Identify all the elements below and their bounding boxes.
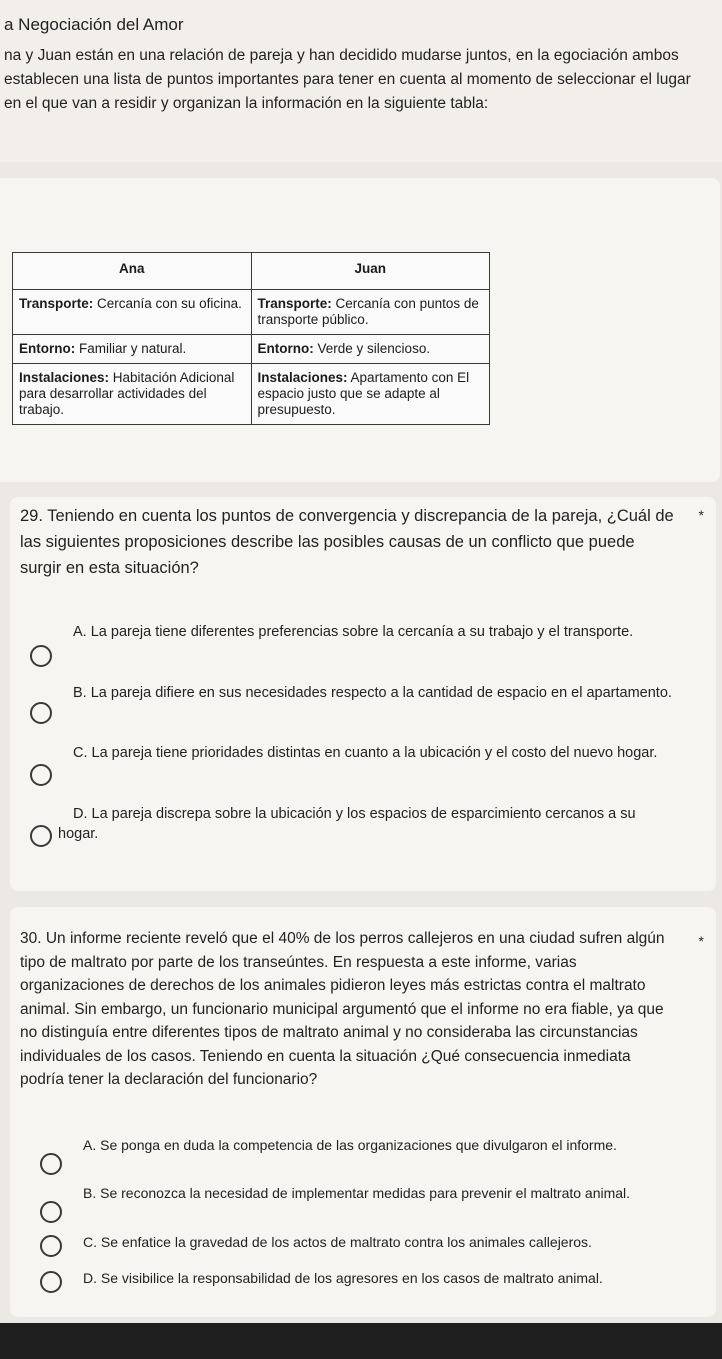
radio-button[interactable] bbox=[40, 1153, 62, 1175]
table-row bbox=[13, 290, 490, 335]
cell-text: Familiar y natural. bbox=[79, 341, 187, 356]
table-cell bbox=[251, 290, 490, 335]
cell-label: Instalaciones: bbox=[19, 370, 110, 385]
cell-text: Apartamento con El espacio justo que se adapte al presupuesto. bbox=[257, 370, 470, 417]
table-cell bbox=[13, 335, 252, 364]
table-cell bbox=[13, 364, 252, 425]
cell-label: Entorno: bbox=[19, 341, 76, 356]
radio-button[interactable] bbox=[30, 645, 52, 667]
cell-text: Cercanía con su oficina. bbox=[97, 296, 242, 311]
table-cell bbox=[251, 335, 490, 364]
option-label: B. Se reconozca la necesidad de implementar medidas para prevenir el maltrato animal. bbox=[83, 1185, 631, 1201]
cell-label: Transporte: bbox=[257, 296, 332, 311]
intro-section bbox=[0, 0, 722, 162]
radio-button[interactable] bbox=[40, 1201, 62, 1223]
bottom-bar bbox=[0, 1323, 722, 1359]
cell-label: Transporte: bbox=[19, 296, 94, 311]
column-header-juan: Juan bbox=[251, 253, 490, 290]
radio-button[interactable] bbox=[30, 764, 52, 786]
option-label: C. La pareja tiene prioridades distintas en cuanto a la ubicación y el costo del nuevo hogar. bbox=[73, 745, 658, 761]
question-30-text: 30. Un informe reciente reveló que el 40% de los perros callejeros en una ciudad sufren algún tipo de maltrato por parte de los transeúntes. En respuesta a este informe, varias organizaciones de derechos de los animales pidieron leyes más estrictas contra el maltrato animal. Sin embargo, un funcionario municipal argumentó que el informe no era fiable, ya que no distinguía entre diferentes tipos de maltrato animal y no consideraba las circunstancias individuales de los casos. Teniendo en cuenta la situación ¿Qué consecuencia inmediata podría tener la declaración del funcionario? bbox=[20, 930, 665, 1088]
radio-button[interactable] bbox=[40, 1271, 62, 1293]
table-row bbox=[13, 335, 490, 364]
option-label: B. La pareja difiere en sus necesidades respecto a la cantidad de espacio en el apartamento. bbox=[73, 685, 672, 701]
option-label: A. La pareja tiene diferentes preferencias sobre la cercanía a su trabajo y el transporte. bbox=[73, 624, 634, 640]
table-cell bbox=[13, 290, 252, 335]
cell-text: Habitación Adicional para desarrollar actividades del trabajo. bbox=[19, 370, 235, 417]
radio-button[interactable] bbox=[40, 1235, 62, 1257]
table-row bbox=[13, 364, 490, 425]
radio-button[interactable] bbox=[30, 825, 52, 847]
question-29-card bbox=[10, 497, 716, 891]
radio-button[interactable] bbox=[30, 702, 52, 724]
table-cell bbox=[251, 364, 490, 425]
option-label: C. Se enfatice la gravedad de los actos de maltrato contra los animales callejeros. bbox=[83, 1234, 592, 1250]
intro-title: a Negociación del Amor bbox=[4, 15, 184, 34]
table-card bbox=[0, 178, 720, 482]
cell-label: Instalaciones: bbox=[257, 370, 348, 385]
intro-body: na y Juan están en una relación de pareja y han decidido mudarse juntos, en la egociación ambos establecen una lista de puntos importantes para tener en cuenta al momento de seleccionar el lugar en el que van a residir y organizan la información en la siguiente tabla: bbox=[4, 47, 691, 112]
preferences-table bbox=[12, 252, 490, 425]
cell-text: Verde y silencioso. bbox=[317, 341, 431, 356]
column-header-ana: Ana bbox=[13, 253, 252, 290]
option-label: D. La pareja discrepa sobre la ubicación y los espacios de esparcimiento cercanos a su hogar. bbox=[58, 806, 636, 842]
required-asterisk: * bbox=[698, 507, 704, 523]
question-30-card bbox=[10, 907, 716, 1317]
required-asterisk: * bbox=[698, 933, 704, 949]
cell-text: Cercanía con puntos de transporte público. bbox=[257, 296, 479, 327]
option-label: D. Se visibilice la responsabilidad de los agresores en los casos de maltrato animal. bbox=[83, 1270, 603, 1286]
question-29-text: 29. Teniendo en cuenta los puntos de convergencia y discrepancia de la pareja, ¿Cuál de las siguientes proposiciones describe las posibles causas de un conflicto que puede surgir en esta situación? bbox=[20, 507, 674, 577]
option-label: A. Se ponga en duda la competencia de las organizaciones que divulgaron el informe. bbox=[83, 1137, 617, 1153]
cell-label: Entorno: bbox=[257, 341, 314, 356]
table-header-row bbox=[13, 253, 490, 290]
